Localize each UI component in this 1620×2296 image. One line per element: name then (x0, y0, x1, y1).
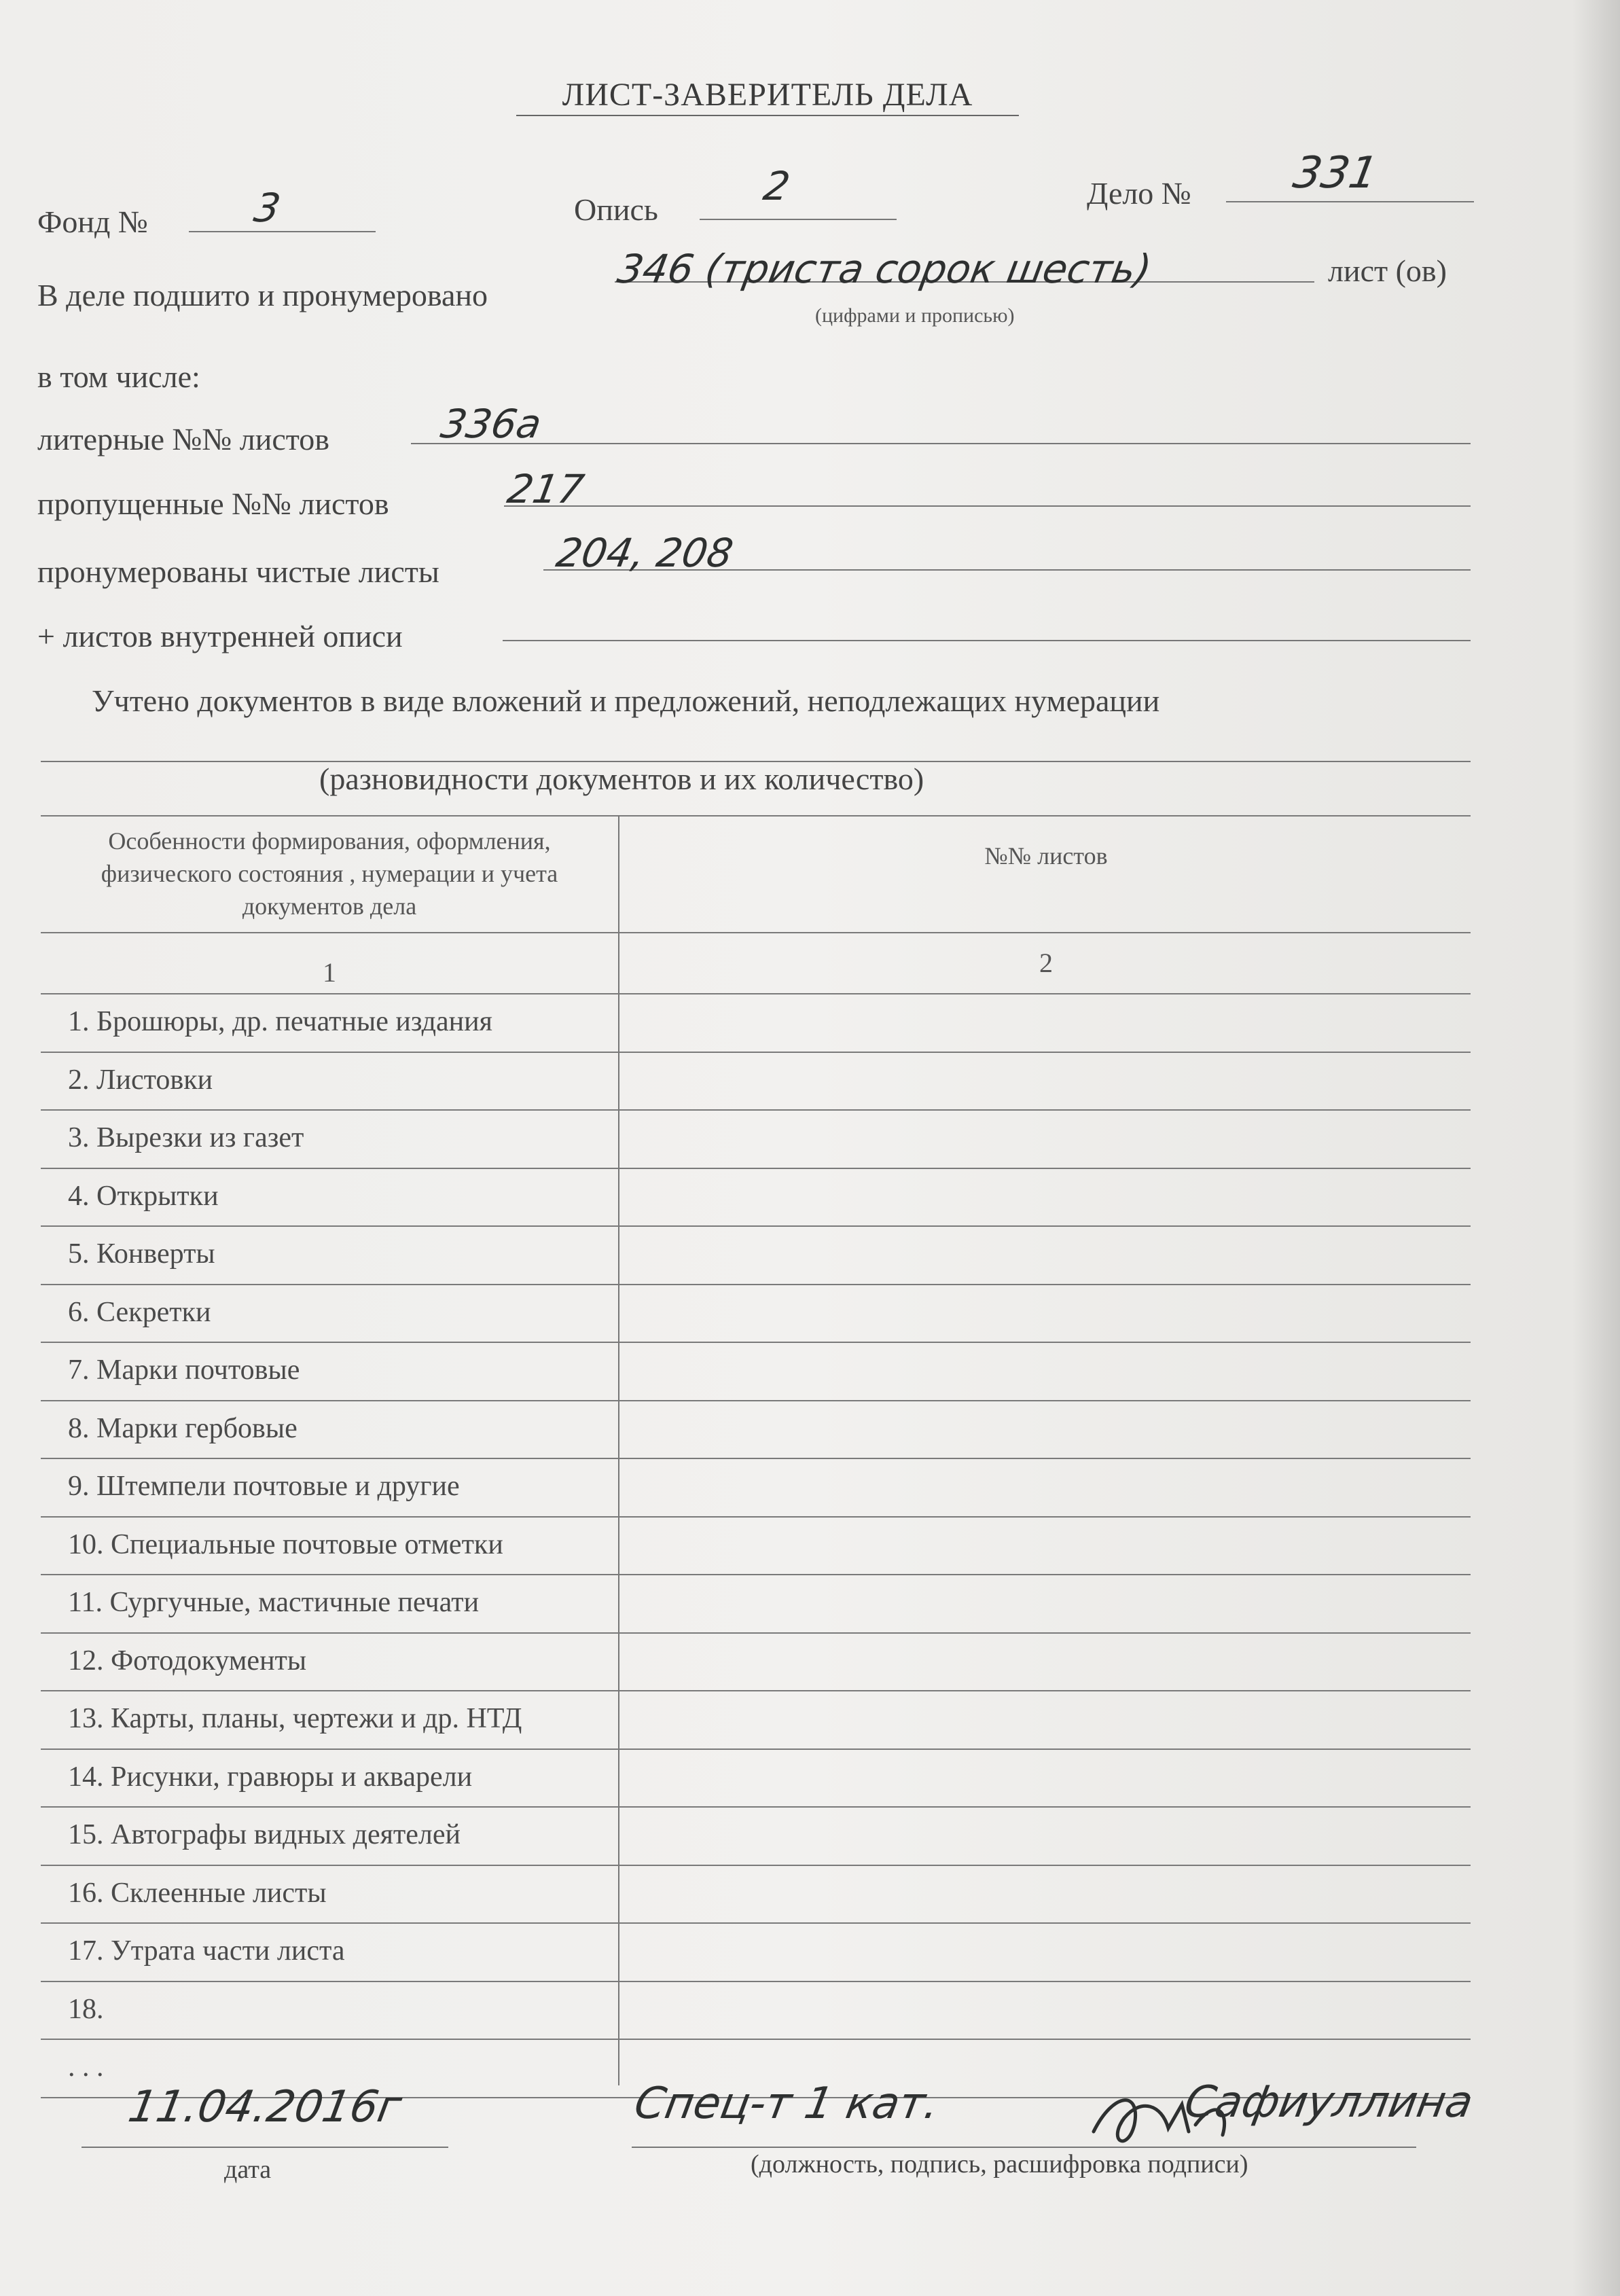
table-row-border (41, 1632, 1471, 1634)
table-header-border (41, 932, 1471, 933)
table-row-label: 6. Секретки (68, 1296, 211, 1328)
table-row-label: 10. Специальные почтовые отметки (68, 1528, 503, 1560)
table-row-border (41, 2039, 1471, 2040)
liter-value: 336а (437, 401, 545, 447)
skipped-value: 217 (504, 466, 588, 512)
signature-underline (632, 2147, 1416, 2148)
blank-label: пронумерованы чистые листы (37, 554, 439, 589)
table-row-label: 3. Вырезки из газет (68, 1122, 304, 1153)
fond-underline (189, 231, 376, 232)
table-row-label: 13. Карты, планы, чертежи и др. НТД (68, 1703, 522, 1734)
table-row-border (41, 1806, 1471, 1808)
table-row-label: . . . (68, 2051, 104, 2083)
table-row-label: 5. Конверты (68, 1238, 215, 1270)
liter-label: литерные №№ листов (37, 422, 330, 456)
page-edge-shadow (1572, 0, 1620, 2296)
signature-label: (должность, подпись, расшифровка подписи) (751, 2150, 1248, 2178)
table-row-label: 14. Рисунки, гравюры и акварели (68, 1761, 473, 1793)
table-header-col1: Особенности формирования, оформления, физического состояния , нумерации и учета документов дела (101, 827, 558, 920)
inner-underline (503, 640, 1471, 641)
table-row-label: 17. Утрата части листа (68, 1935, 345, 1967)
liter-underline (411, 443, 1471, 444)
table-row-border (41, 1865, 1471, 1866)
table-row-border (41, 1458, 1471, 1459)
table-row-border (41, 1342, 1471, 1343)
table-row-border (41, 1922, 1471, 1924)
table-row-border (41, 1748, 1471, 1750)
table-row-label: 9. Штемпели почтовые и другие (68, 1471, 460, 1502)
table-header-col2: №№ листов (984, 842, 1108, 869)
date-value: 11.04.2016г (124, 2082, 406, 2132)
sewn-value: 346 (триста сорок шесть) (614, 246, 1155, 292)
signer-value: Сафиуллина (1181, 2077, 1477, 2128)
skipped-label: пропущенные №№ листов (37, 486, 389, 521)
delo-underline (1226, 201, 1474, 202)
table-colnum-border (41, 993, 1471, 994)
table-row-label: 7. Марки почтовые (68, 1355, 300, 1386)
table-row-border (41, 1168, 1471, 1169)
accounted-label: Учтено документов в виде вложений и предложений, неподлежащих нумерации (92, 683, 1160, 718)
opis-underline (700, 219, 897, 220)
table-row-label: 18. (68, 1993, 104, 2025)
table-column-divider (618, 815, 619, 2085)
table-row-border (41, 1225, 1471, 1227)
table-row-label: 1. Брошюры, др. печатные издания (68, 1006, 492, 1037)
date-label: дата (224, 2155, 272, 2184)
fond-label: Фонд № (37, 204, 148, 239)
inner-label: + листов внутренней описи (37, 619, 403, 653)
opis-label: Опись (574, 192, 658, 227)
position-value: Спец-т 1 кат. (630, 2079, 943, 2129)
skipped-underline (504, 505, 1471, 507)
table-row-border (41, 1516, 1471, 1518)
sewn-label: В деле подшито и пронумеровано (37, 278, 488, 312)
table-top-border (41, 815, 1471, 817)
fond-value: 3 (251, 185, 284, 231)
delo-label: Дело № (1087, 176, 1191, 211)
opis-value: 2 (760, 163, 793, 209)
table-row-border (41, 1981, 1471, 1982)
table-row-label: 4. Открытки (68, 1180, 219, 1212)
including-label: в том числе: (37, 359, 200, 394)
date-underline (82, 2147, 448, 2148)
table-row-label: 2. Листовки (68, 1064, 213, 1096)
table-row-border (41, 1109, 1471, 1111)
table-row-border (41, 1284, 1471, 1285)
delo-value: 331 (1289, 148, 1382, 198)
sewn-unit: лист (ов) (1328, 253, 1447, 288)
table-colnum-1: 1 (323, 957, 336, 988)
table-row-label: 12. Фотодокументы (68, 1645, 307, 1676)
table-row-label: 11. Сургучные, мастичные печати (68, 1587, 480, 1618)
table-row-border (41, 1400, 1471, 1401)
table-row-label: 15. Автографы видных деятелей (68, 1819, 461, 1850)
table-colnum-2: 2 (1039, 948, 1053, 978)
table-row-label: 16. Склеенные листы (68, 1877, 327, 1909)
blank-value: 204, 208 (553, 530, 737, 576)
table-row-label: 8. Марки гербовые (68, 1412, 298, 1444)
table-row-border (41, 1052, 1471, 1053)
sewn-hint: (цифрами и прописью) (815, 304, 1015, 327)
types-hint: (разновидности документов и их количество) (319, 761, 924, 796)
document-title: ЛИСТ-ЗАВЕРИТЕЛЬ ДЕЛА (516, 76, 1019, 116)
table-row-border (41, 1574, 1471, 1575)
table-row-border (41, 1690, 1471, 1691)
